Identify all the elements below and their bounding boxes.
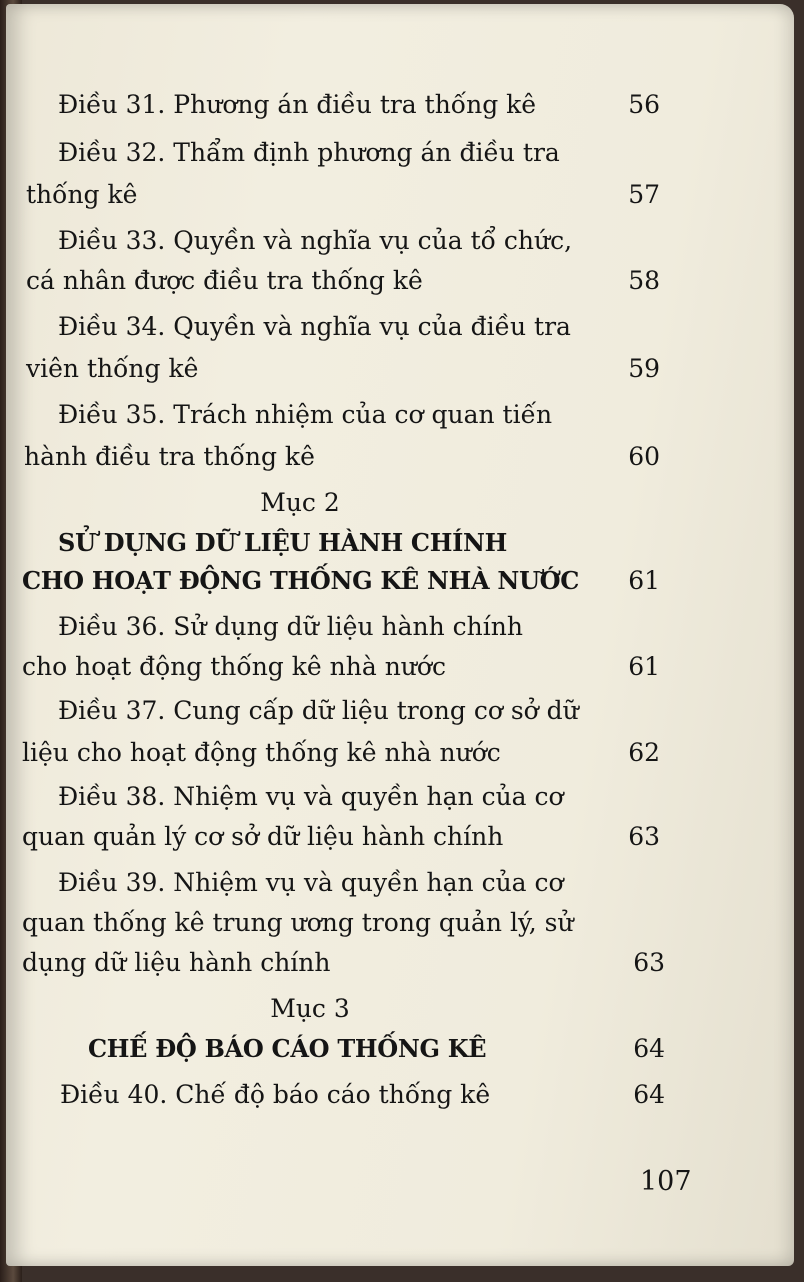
toc-entry-dieu-34-title-cont: viên thống kê xyxy=(26,354,199,383)
section-2-title-line2: CHO HOẠT ĐỘNG THỐNG KÊ NHÀ NƯỚC xyxy=(22,566,580,595)
toc-entry-dieu-33-title-cont: cá nhân được điều tra thống kê xyxy=(26,266,423,295)
toc-entry-dieu-33-page: 58 xyxy=(628,266,660,295)
toc-entry-dieu-38-page: 63 xyxy=(628,822,660,851)
toc-entry-dieu-37-title-cont: liệu cho hoạt động thống kê nhà nước xyxy=(22,738,501,767)
toc-entry-dieu-39-page: 63 xyxy=(633,948,665,977)
toc-entry-dieu-34-page: 59 xyxy=(628,354,660,383)
toc-entry-dieu-39-title: Điều 39. Nhiệm vụ và quyền hạn của cơ xyxy=(58,868,564,897)
section-2-label: Mục 2 xyxy=(260,488,340,517)
toc-entry-dieu-40-page: 64 xyxy=(633,1080,665,1109)
toc-entry-dieu-36-title: Điều 36. Sử dụng dữ liệu hành chính xyxy=(58,612,523,641)
toc-entry-dieu-38-title: Điều 38. Nhiệm vụ và quyền hạn của cơ xyxy=(58,782,564,811)
toc-entry-dieu-37-page: 62 xyxy=(628,738,660,767)
toc-entry-dieu-34-title: Điều 34. Quyền và nghĩa vụ của điều tra xyxy=(58,312,571,341)
toc-entry-dieu-35-title-cont: hành điều tra thống kê xyxy=(24,442,315,471)
toc-entry-dieu-35-title: Điều 35. Trách nhiệm của cơ quan tiến xyxy=(58,400,553,429)
section-2-page: 61 xyxy=(628,566,660,595)
toc-entry-dieu-37-title: Điều 37. Cung cấp dữ liệu trong cơ sở dữ xyxy=(58,696,579,725)
toc-entry-dieu-38-title-cont: quan quản lý cơ sở dữ liệu hành chính xyxy=(22,822,504,851)
toc-entry-dieu-32-title: Điều 32. Thẩm định phương án điều tra xyxy=(58,138,560,167)
section-2-title-line1: SỬ DỤNG DỮ LIỆU HÀNH CHÍNH xyxy=(58,528,508,557)
toc-entry-dieu-33-title: Điều 33. Quyền và nghĩa vụ của tổ chức, xyxy=(58,226,573,255)
section-3-page: 64 xyxy=(633,1034,665,1063)
toc-entry-dieu-36-title-cont: cho hoạt động thống kê nhà nước xyxy=(22,652,446,681)
toc-entry-dieu-32-title-cont: thống kê xyxy=(26,180,138,209)
toc-entry-dieu-32-page: 57 xyxy=(628,180,660,209)
section-3-title: CHẾ ĐỘ BÁO CÁO THỐNG KÊ xyxy=(88,1034,487,1063)
toc-entry-dieu-39-title-cont2: dụng dữ liệu hành chính xyxy=(22,948,331,977)
toc-entry-dieu-36-page: 61 xyxy=(628,652,660,681)
toc-entry-dieu-40-title: Điều 40. Chế độ báo cáo thống kê xyxy=(60,1080,491,1109)
toc-entry-dieu-31-title: Điều 31. Phương án điều tra thống kê xyxy=(58,90,537,119)
toc-entry-dieu-31-page: 56 xyxy=(628,90,660,119)
toc-entry-dieu-35-page: 60 xyxy=(628,442,660,471)
page-number: 107 xyxy=(640,1166,692,1197)
toc-entry-dieu-39-title-cont: quan thống kê trung ương trong quản lý, sử xyxy=(22,908,574,937)
section-3-label: Mục 3 xyxy=(270,994,350,1023)
